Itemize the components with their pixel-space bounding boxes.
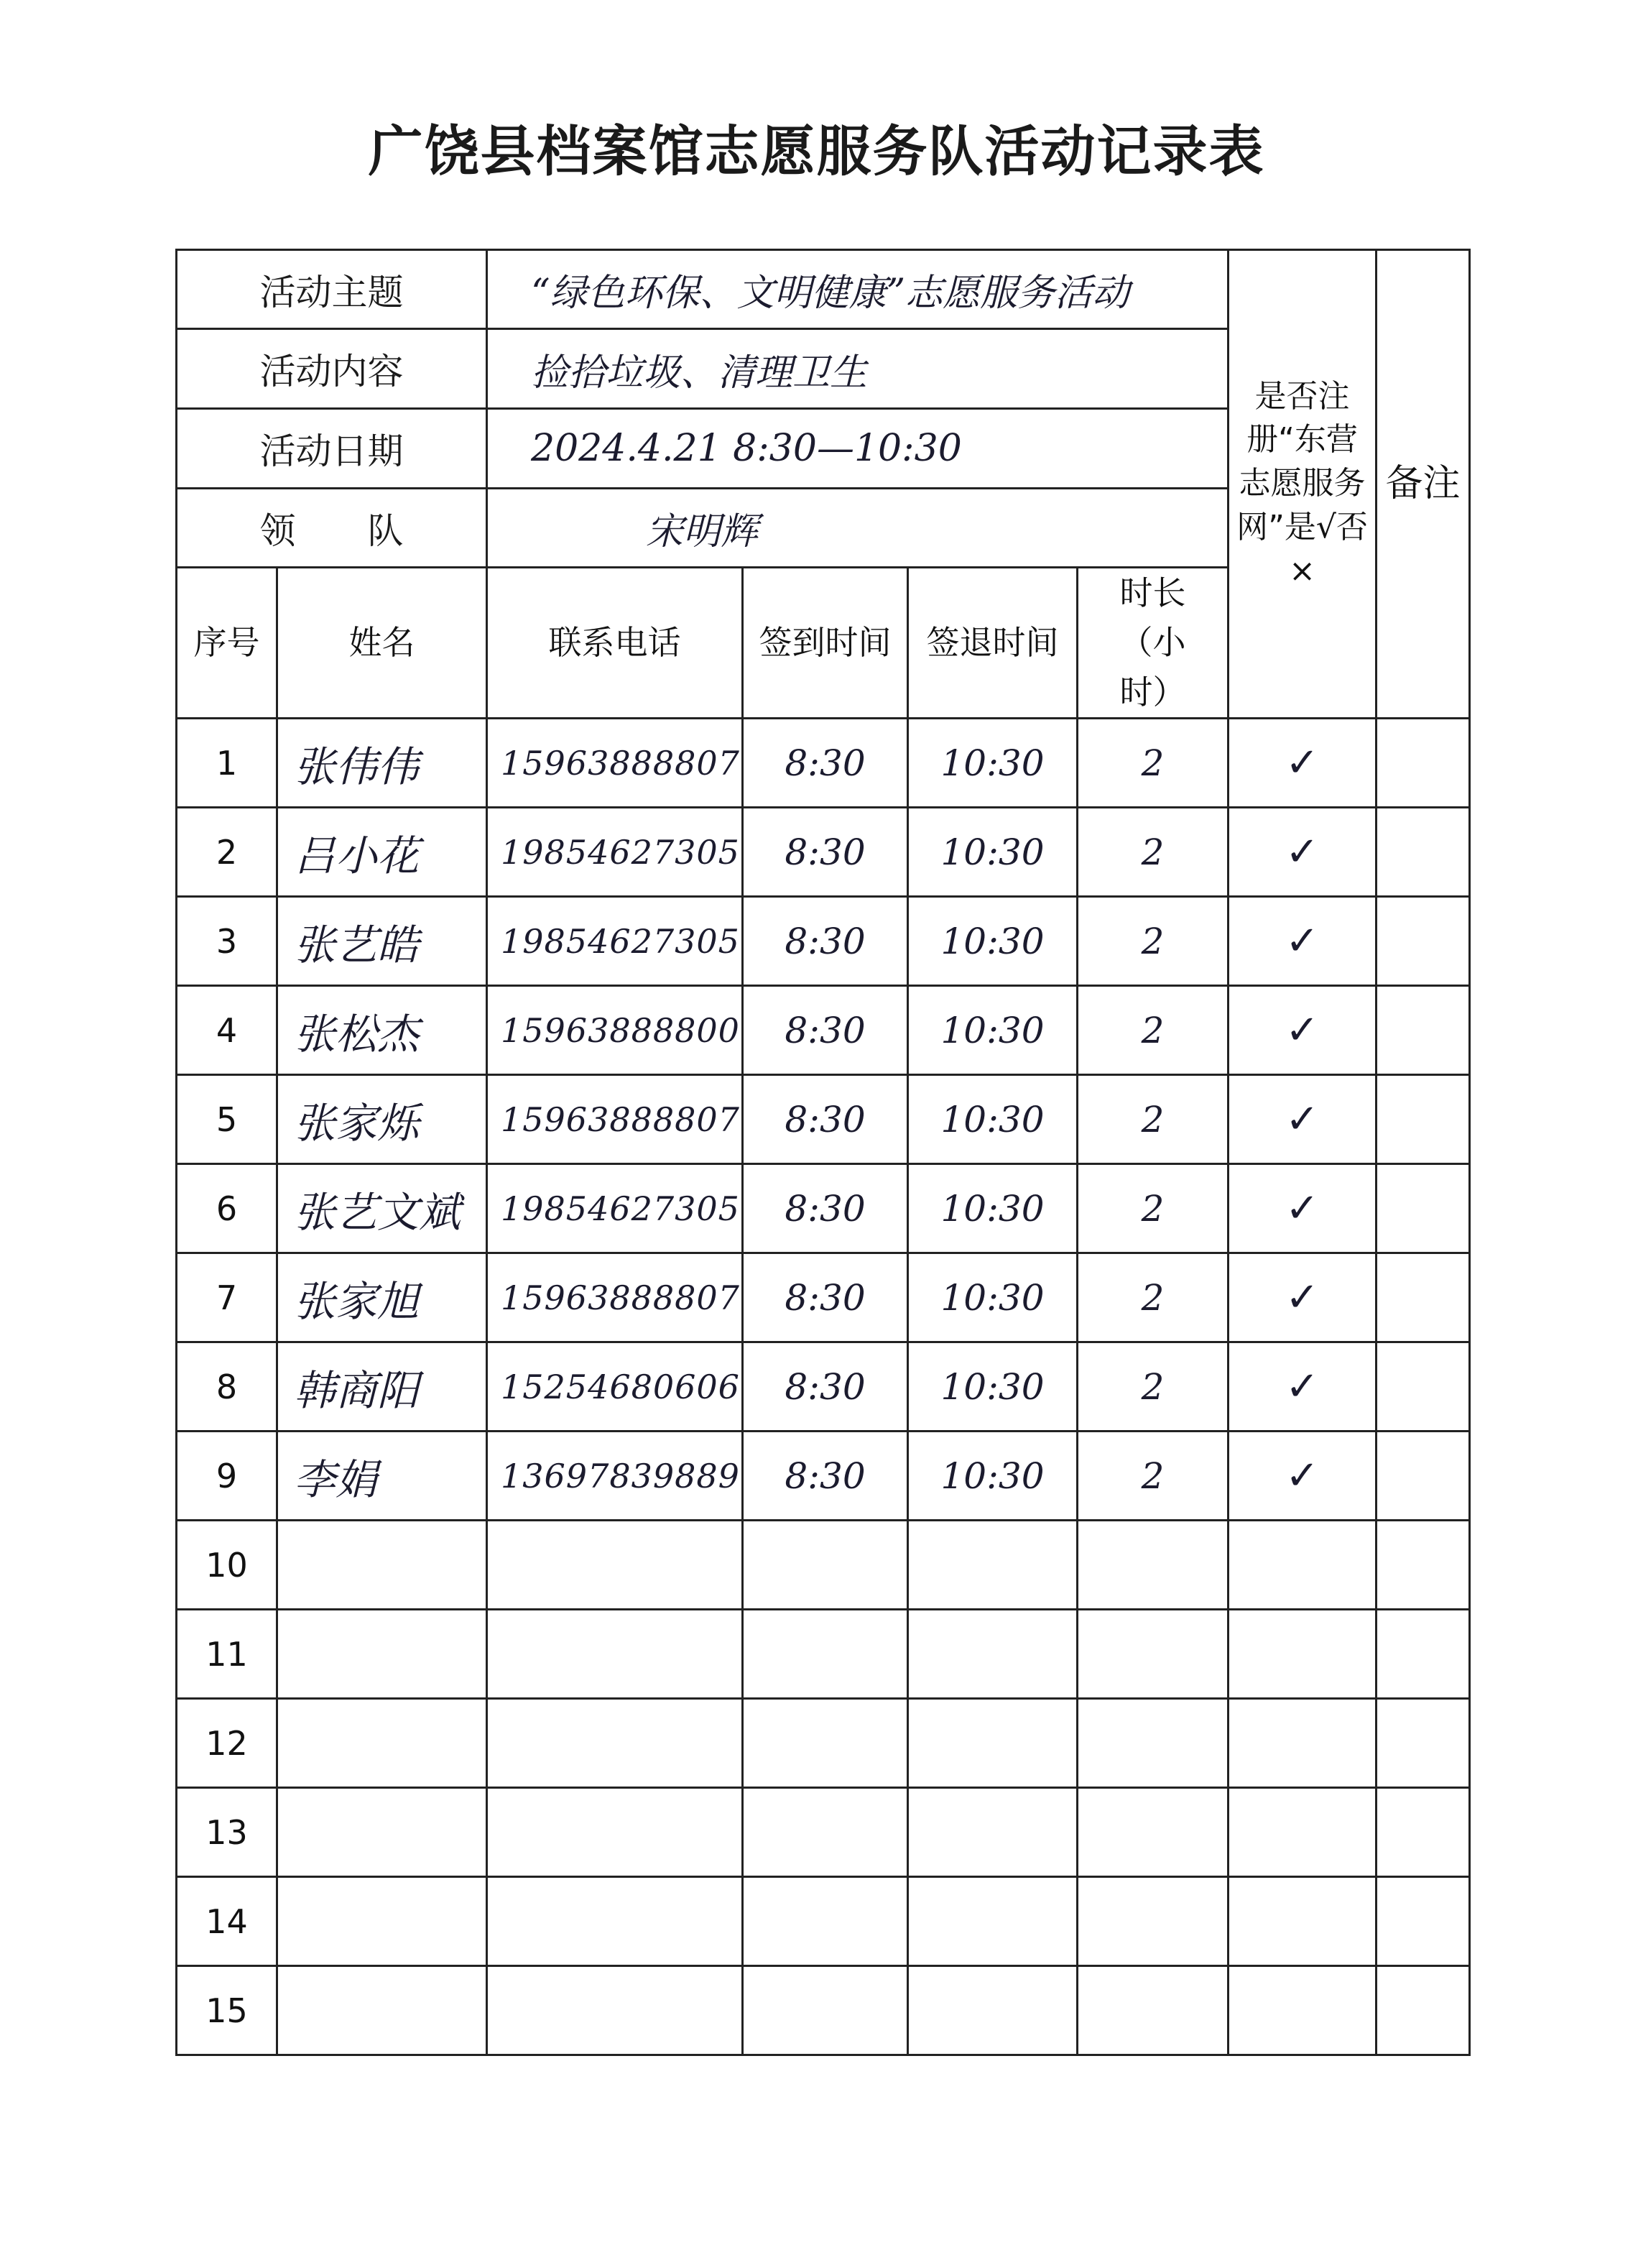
row-number: 6 [177,1164,277,1253]
registered-check [1229,1877,1377,1966]
duration-hours: 2 [1078,1253,1229,1342]
table-row [177,986,1470,1075]
volunteer-name: 张家旭 [277,1253,487,1342]
sign-out-time: 10:30 [908,719,1078,808]
note-cell [1377,1788,1470,1877]
volunteer-phone: 15963888807 [487,719,743,808]
registered-check: ✓ [1229,1253,1377,1342]
volunteer-phone [487,1877,743,1966]
note-cell [1377,986,1470,1075]
col-header-sign-in: 签到时间 [743,568,908,719]
registered-check: ✓ [1229,986,1377,1075]
col-header-hours: 时长（小时） [1078,568,1229,719]
row-number: 11 [177,1610,277,1699]
activity-record-table [175,249,1471,2056]
duration-hours: 2 [1078,986,1229,1075]
note-cell [1377,1253,1470,1342]
volunteer-phone: 15963888807 [487,1075,743,1164]
note-cell [1377,1075,1470,1164]
note-cell [1377,1877,1470,1966]
volunteer-phone: 15254680606 [487,1342,743,1432]
sign-in-time [743,1788,908,1877]
volunteer-name: 张家烁 [277,1075,487,1164]
note-cell [1377,808,1470,897]
volunteer-phone: 19854627305 [487,897,743,986]
sign-out-time: 10:30 [908,897,1078,986]
sign-out-time: 10:30 [908,1432,1078,1521]
sign-in-time [743,1521,908,1610]
sign-out-time: 10:30 [908,986,1078,1075]
row-number: 12 [177,1699,277,1788]
leader-value: 宋明辉 [487,489,1229,568]
duration-hours: 2 [1078,808,1229,897]
sign-out-time [908,1877,1078,1966]
duration-hours: 2 [1078,719,1229,808]
duration-hours: 2 [1078,1342,1229,1432]
col-header-no: 序号 [177,568,277,719]
table-row [177,808,1470,897]
sign-in-time: 8:30 [743,1342,908,1432]
registered-check [1229,1699,1377,1788]
table-row [177,1788,1470,1877]
table-row [177,1521,1470,1610]
volunteer-name: 李娟 [277,1432,487,1521]
table-row [177,897,1470,986]
sign-in-time: 8:30 [743,1432,908,1521]
volunteer-name: 吕小花 [277,808,487,897]
duration-hours [1078,1521,1229,1610]
volunteer-phone [487,1788,743,1877]
note-cell [1377,1699,1470,1788]
volunteer-phone [487,1521,743,1610]
row-number: 9 [177,1432,277,1521]
note-cell [1377,1610,1470,1699]
registered-check [1229,1521,1377,1610]
sign-in-time [743,1610,908,1699]
sign-out-time [908,1788,1078,1877]
registered-check [1229,1788,1377,1877]
sign-in-time: 8:30 [743,1253,908,1342]
registered-check: ✓ [1229,1432,1377,1521]
col-header-name: 姓名 [277,568,487,719]
row-number: 4 [177,986,277,1075]
volunteer-phone: 13697839889 [487,1432,743,1521]
table-row [177,1877,1470,1966]
sign-in-time: 8:30 [743,897,908,986]
col-header-phone: 联系电话 [487,568,743,719]
content-label: 活动内容 [177,329,487,409]
duration-hours: 2 [1078,1075,1229,1164]
registered-check: ✓ [1229,808,1377,897]
col-header-sign-out: 签退时间 [908,568,1078,719]
sign-in-time: 8:30 [743,808,908,897]
table-row [177,1253,1470,1342]
sign-out-time [908,1610,1078,1699]
duration-hours [1078,1610,1229,1699]
volunteer-phone [487,1966,743,2055]
note-cell [1377,1521,1470,1610]
volunteer-phone: 15963888800 [487,986,743,1075]
row-number: 2 [177,808,277,897]
volunteer-phone: 19854627305 [487,808,743,897]
row-number: 1 [177,719,277,808]
date-value: 2024.4.21 8:30—10:30 [487,409,1229,489]
volunteer-name: 张松杰 [277,986,487,1075]
sign-out-time [908,1699,1078,1788]
volunteer-name [277,1521,487,1610]
volunteer-name: 张伟伟 [277,719,487,808]
note-cell [1377,1432,1470,1521]
registered-check [1229,1610,1377,1699]
note-cell [1377,1342,1470,1432]
note-cell [1377,1966,1470,2055]
volunteer-name [277,1699,487,1788]
volunteer-phone [487,1610,743,1699]
sign-out-time: 10:30 [908,808,1078,897]
duration-hours [1078,1966,1229,2055]
table-row [177,1610,1470,1699]
note-cell [1377,719,1470,808]
sign-in-time [743,1877,908,1966]
duration-hours: 2 [1078,1164,1229,1253]
table-row [177,1432,1470,1521]
sign-in-time: 8:30 [743,719,908,808]
duration-hours [1078,1788,1229,1877]
duration-hours [1078,1877,1229,1966]
row-number: 10 [177,1521,277,1610]
row-number: 15 [177,1966,277,2055]
sign-out-time: 10:30 [908,1164,1078,1253]
volunteer-phone: 19854627305 [487,1164,743,1253]
sign-in-time [743,1699,908,1788]
duration-hours [1078,1699,1229,1788]
content-value: 捡拾垃圾、清理卫生 [487,329,1229,409]
table-row [177,719,1470,808]
info-row-theme [177,250,1470,329]
row-number: 3 [177,897,277,986]
sign-in-time [743,1966,908,2055]
note-cell [1377,897,1470,986]
sign-in-time: 8:30 [743,1075,908,1164]
volunteer-phone [487,1699,743,1788]
volunteer-name: 韩商阳 [277,1342,487,1432]
sign-in-time: 8:30 [743,1164,908,1253]
row-number: 13 [177,1788,277,1877]
table-row [177,1966,1470,2055]
volunteer-name [277,1877,487,1966]
note-cell [1377,1164,1470,1253]
registered-check: ✓ [1229,897,1377,986]
document-title: 广饶县档案馆志愿服务队活动记录表 [368,119,1265,183]
row-number: 7 [177,1253,277,1342]
theme-value: “绿色环保、文明健康”志愿服务活动 [487,250,1229,329]
sign-out-time: 10:30 [908,1342,1078,1432]
volunteer-name [277,1966,487,2055]
leader-label: 领 队 [177,489,487,568]
row-number: 8 [177,1342,277,1432]
table-row [177,1342,1470,1432]
registered-check: ✓ [1229,1342,1377,1432]
notes-header: 备注 [1377,250,1470,719]
table-row [177,1075,1470,1164]
duration-hours: 2 [1078,1432,1229,1521]
sign-out-time: 10:30 [908,1075,1078,1164]
registered-check: ✓ [1229,1164,1377,1253]
sign-in-time: 8:30 [743,986,908,1075]
table-row [177,1164,1470,1253]
registration-header: 是否注册“东营志愿服务网”是√否× [1229,250,1377,719]
volunteer-name [277,1610,487,1699]
sign-out-time: 10:30 [908,1253,1078,1342]
volunteer-name: 张艺文斌 [277,1164,487,1253]
row-number: 5 [177,1075,277,1164]
table-row [177,1699,1470,1788]
theme-label: 活动主题 [177,250,487,329]
date-label: 活动日期 [177,409,487,489]
row-number: 14 [177,1877,277,1966]
duration-hours: 2 [1078,897,1229,986]
volunteer-phone: 15963888807 [487,1253,743,1342]
sign-out-time [908,1966,1078,2055]
registered-check [1229,1966,1377,2055]
registered-check: ✓ [1229,719,1377,808]
volunteer-name [277,1788,487,1877]
volunteer-name: 张艺皓 [277,897,487,986]
sign-out-time [908,1521,1078,1610]
registered-check: ✓ [1229,1075,1377,1164]
